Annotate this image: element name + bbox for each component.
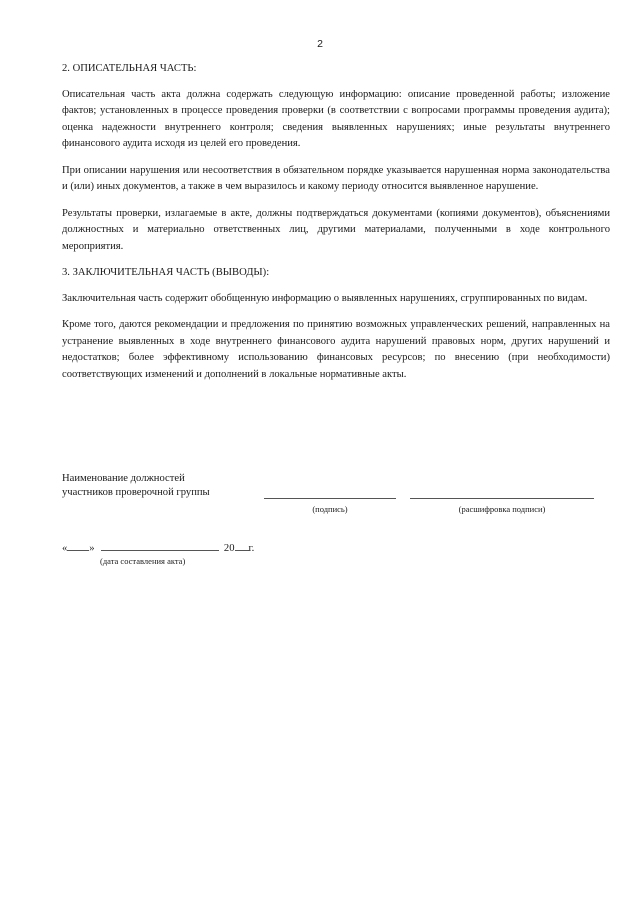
section-descriptive xyxy=(62,61,610,255)
paragraph: Кроме того, даются рекомендации и предложения по принятию возможных управленческих решений, направленных на устранение выявленных в ходе внутреннего финансового аудита нарушений правовых норм, других нарушений и недостатков; более эффективному использованию финансовых ресурсов; по внесению (при необходимости) соответствующих изменений и дополнений в локальные нормативные акты. xyxy=(62,319,610,380)
paragraph: Заключительная часть содержит обобщенную информацию о выявленных нарушениях, сгруппированных по видам. xyxy=(62,292,588,304)
section-conclusion xyxy=(62,265,610,383)
document-body xyxy=(62,61,610,393)
decode-signature-line xyxy=(410,498,594,499)
decode-signature-caption: (расшифровка подписи) xyxy=(458,504,546,514)
signature-label-line1: Наименование должностей xyxy=(62,473,185,484)
year-suffix: г. xyxy=(248,543,255,554)
year-prefix: 20 xyxy=(223,543,235,554)
date-caption: (дата составления акта) xyxy=(100,556,186,566)
signature-label-line2: участников проверочной группы xyxy=(62,487,210,498)
paragraph: При описании нарушения или несоответствия в обязательном порядке указывается нарушенная норма законодательства и (или) иных документов, а также в чем выразилось и какому периоду относится выявленное нарушение. xyxy=(62,164,610,192)
section-heading: 3. ЗАКЛЮЧИТЕЛЬНАЯ ЧАСТЬ (ВЫВОДЫ): xyxy=(62,267,270,278)
paragraph: Результаты проверки, излагаемые в акте, должны подтверждаться документами (копиями документов), объяснениями должностных и материально ответственных лиц, другими материалами, полученными в ходе контрольного мероприятия. xyxy=(62,207,610,252)
year-line xyxy=(235,540,249,551)
month-line xyxy=(101,540,219,551)
section-heading: 2. ОПИСАТЕЛЬНАЯ ЧАСТЬ: xyxy=(62,63,197,74)
date-block xyxy=(62,540,255,566)
date-open-quote: « xyxy=(62,543,68,554)
signature-label xyxy=(62,472,262,500)
signature-line xyxy=(264,498,396,499)
date-close-quote: » xyxy=(89,543,95,554)
day-line xyxy=(67,540,89,551)
date-row xyxy=(62,540,254,554)
paragraph: Описательная часть акта должна содержать следующую информацию: описание проведенной работы; изложение фактов; установленных в процессе проведения проверки (в соответствии с вопросами программы проведения аудита); оценка надежности внутреннего контроля; сведения выявленных нарушениях; иные результаты внутреннего финансового аудита исходя из целей его проведения. xyxy=(62,88,610,149)
signature-caption: (подпись) xyxy=(312,504,348,514)
page-number: 2 xyxy=(317,38,323,50)
